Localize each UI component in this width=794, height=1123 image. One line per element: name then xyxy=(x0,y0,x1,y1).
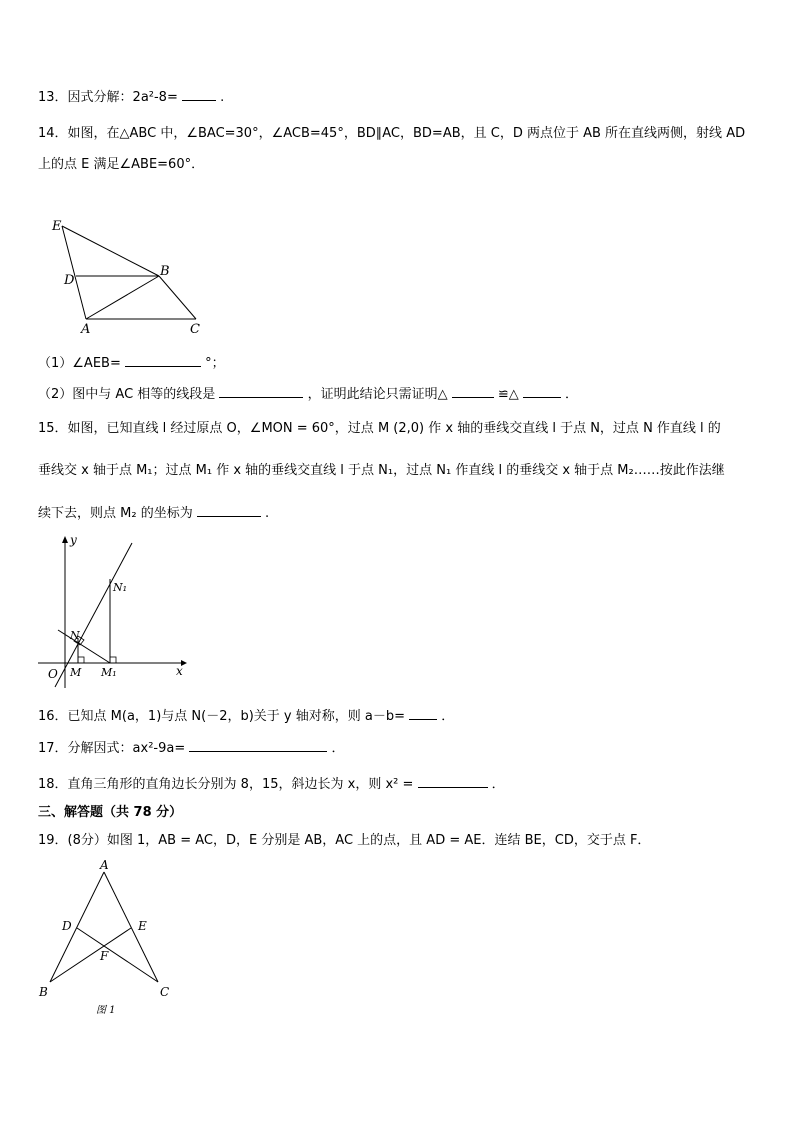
q13-text: 13．因式分解：2a²-8= xyxy=(38,90,178,105)
q15-line3-text: 续下去，则点 M₂ 的坐标为 xyxy=(38,506,193,521)
q15-answer-blank[interactable] xyxy=(197,504,261,517)
q14-label-b: B xyxy=(160,264,170,279)
q18-end: ． xyxy=(491,777,505,792)
q16-line xyxy=(38,707,454,726)
q15-right-angle-m1 xyxy=(110,657,116,663)
q14-sub2-blank2[interactable] xyxy=(452,385,494,398)
q14-sub2-blank3[interactable] xyxy=(523,385,561,398)
q19-line-ab xyxy=(50,872,104,982)
q14-sub2 xyxy=(38,385,578,404)
q18-line xyxy=(38,775,505,794)
q16-text: 16．已知点 M(a，1)与点 N(－2，b)关于 y 轴对称，则 a－b= xyxy=(38,709,405,724)
q15-label-y: y xyxy=(70,533,77,547)
q13-end: . xyxy=(220,90,225,105)
q19-label-b: B xyxy=(39,985,48,999)
q19-line: 19．(8分）如图 1，AB = AC，D，E 分别是 AB，AC 上的点，且 AD = AE．连结 BE，CD，交于点 F． xyxy=(38,833,651,848)
q14-label-d: D xyxy=(64,273,75,288)
q19-label-c: C xyxy=(160,985,170,999)
q14-sub2-cong: ≌△ xyxy=(497,387,519,402)
q15-label-m1: M₁ xyxy=(101,666,117,679)
q15-label-x: x xyxy=(176,664,183,678)
q15-label-n: N xyxy=(70,629,80,642)
q14-sub2-end: ． xyxy=(565,387,579,402)
q15-right-angle-m xyxy=(78,657,84,663)
q14-label-e: E xyxy=(52,219,62,234)
q14-sub1-blank[interactable] xyxy=(125,354,201,367)
q14-line-bc xyxy=(159,276,196,319)
q14-sub2-blank1[interactable] xyxy=(219,385,303,398)
q16-answer-blank[interactable] xyxy=(409,707,437,720)
q14-line2: 上的点 E 满足∠ABE=60°． xyxy=(38,157,205,172)
q17-answer-blank[interactable] xyxy=(189,739,327,752)
q14-sub2-mid: ，证明此结论只需证明△ xyxy=(307,387,448,402)
q19-line-cd xyxy=(77,928,158,982)
q14-sub1 xyxy=(38,354,225,373)
q15-line3-end: . xyxy=(264,506,270,521)
q13-line xyxy=(38,88,224,107)
q15-line2: 垂线交 x 轴于点 M₁；过点 M₁ 作 x 轴的垂线交直线 l 于点 N₁，过点 N₁ 作直线 l 的垂线交 x 轴于点 M₂……按此作法继 xyxy=(38,463,725,478)
q14-sub2-prefix: （2）图中与 AC 相等的线段是 xyxy=(38,387,216,402)
q15-label-o: O xyxy=(48,667,58,681)
q16-end: ． xyxy=(441,709,455,724)
q14-sub1-prefix: （1）∠AEB= xyxy=(38,356,121,371)
q14-label-a: A xyxy=(81,322,91,336)
q15-line-l xyxy=(55,543,132,687)
q19-line-be xyxy=(50,928,131,982)
q15-y-arrow xyxy=(62,536,68,543)
q15-line3 xyxy=(38,504,269,523)
q14-label-c: C xyxy=(190,322,200,336)
q14-line-eb xyxy=(62,226,159,276)
q15-label-m: M xyxy=(70,666,82,679)
q14-sub1-suffix: °； xyxy=(205,356,225,371)
q15-line1: 15．如图，已知直线 l 经过原点 O，∠MON = 60°，过点 M (2,0) 作 x 轴的垂线交直线 l 于点 N，过点 N 作直线 l 的 xyxy=(38,421,721,436)
q19-label-f: F xyxy=(100,949,109,963)
q19-line-ac xyxy=(104,872,158,982)
q17-end: ． xyxy=(331,741,345,756)
q18-answer-blank[interactable] xyxy=(418,775,488,788)
q18-text: 18．直角三角形的直角边长分别为 8，15，斜边长为 x，则 x² = xyxy=(38,777,414,792)
q17-line xyxy=(38,739,345,758)
q14-line1: 14．如图，在△ABC 中，∠BAC=30°，∠ACB=45°，BD∥AC，BD=AB，且 C，D 两点位于 AB 所在直线两侧，射线 AD xyxy=(38,126,746,141)
q19-figure xyxy=(34,856,184,1020)
q17-text: 17．分解因式：ax²-9a= xyxy=(38,741,186,756)
q15-label-n1: N₁ xyxy=(113,581,128,594)
q14-figure xyxy=(46,196,216,336)
section3-title: 三、解答题（共 78 分） xyxy=(38,805,183,820)
q14-line-ab xyxy=(86,276,159,319)
q19-label-e: E xyxy=(138,919,147,933)
q19-figure-caption: 图 1 xyxy=(96,1005,116,1016)
q13-answer-blank[interactable] xyxy=(182,88,216,101)
q15-figure xyxy=(36,533,196,693)
q19-label-a: A xyxy=(100,858,109,872)
q19-label-d: D xyxy=(62,919,72,933)
